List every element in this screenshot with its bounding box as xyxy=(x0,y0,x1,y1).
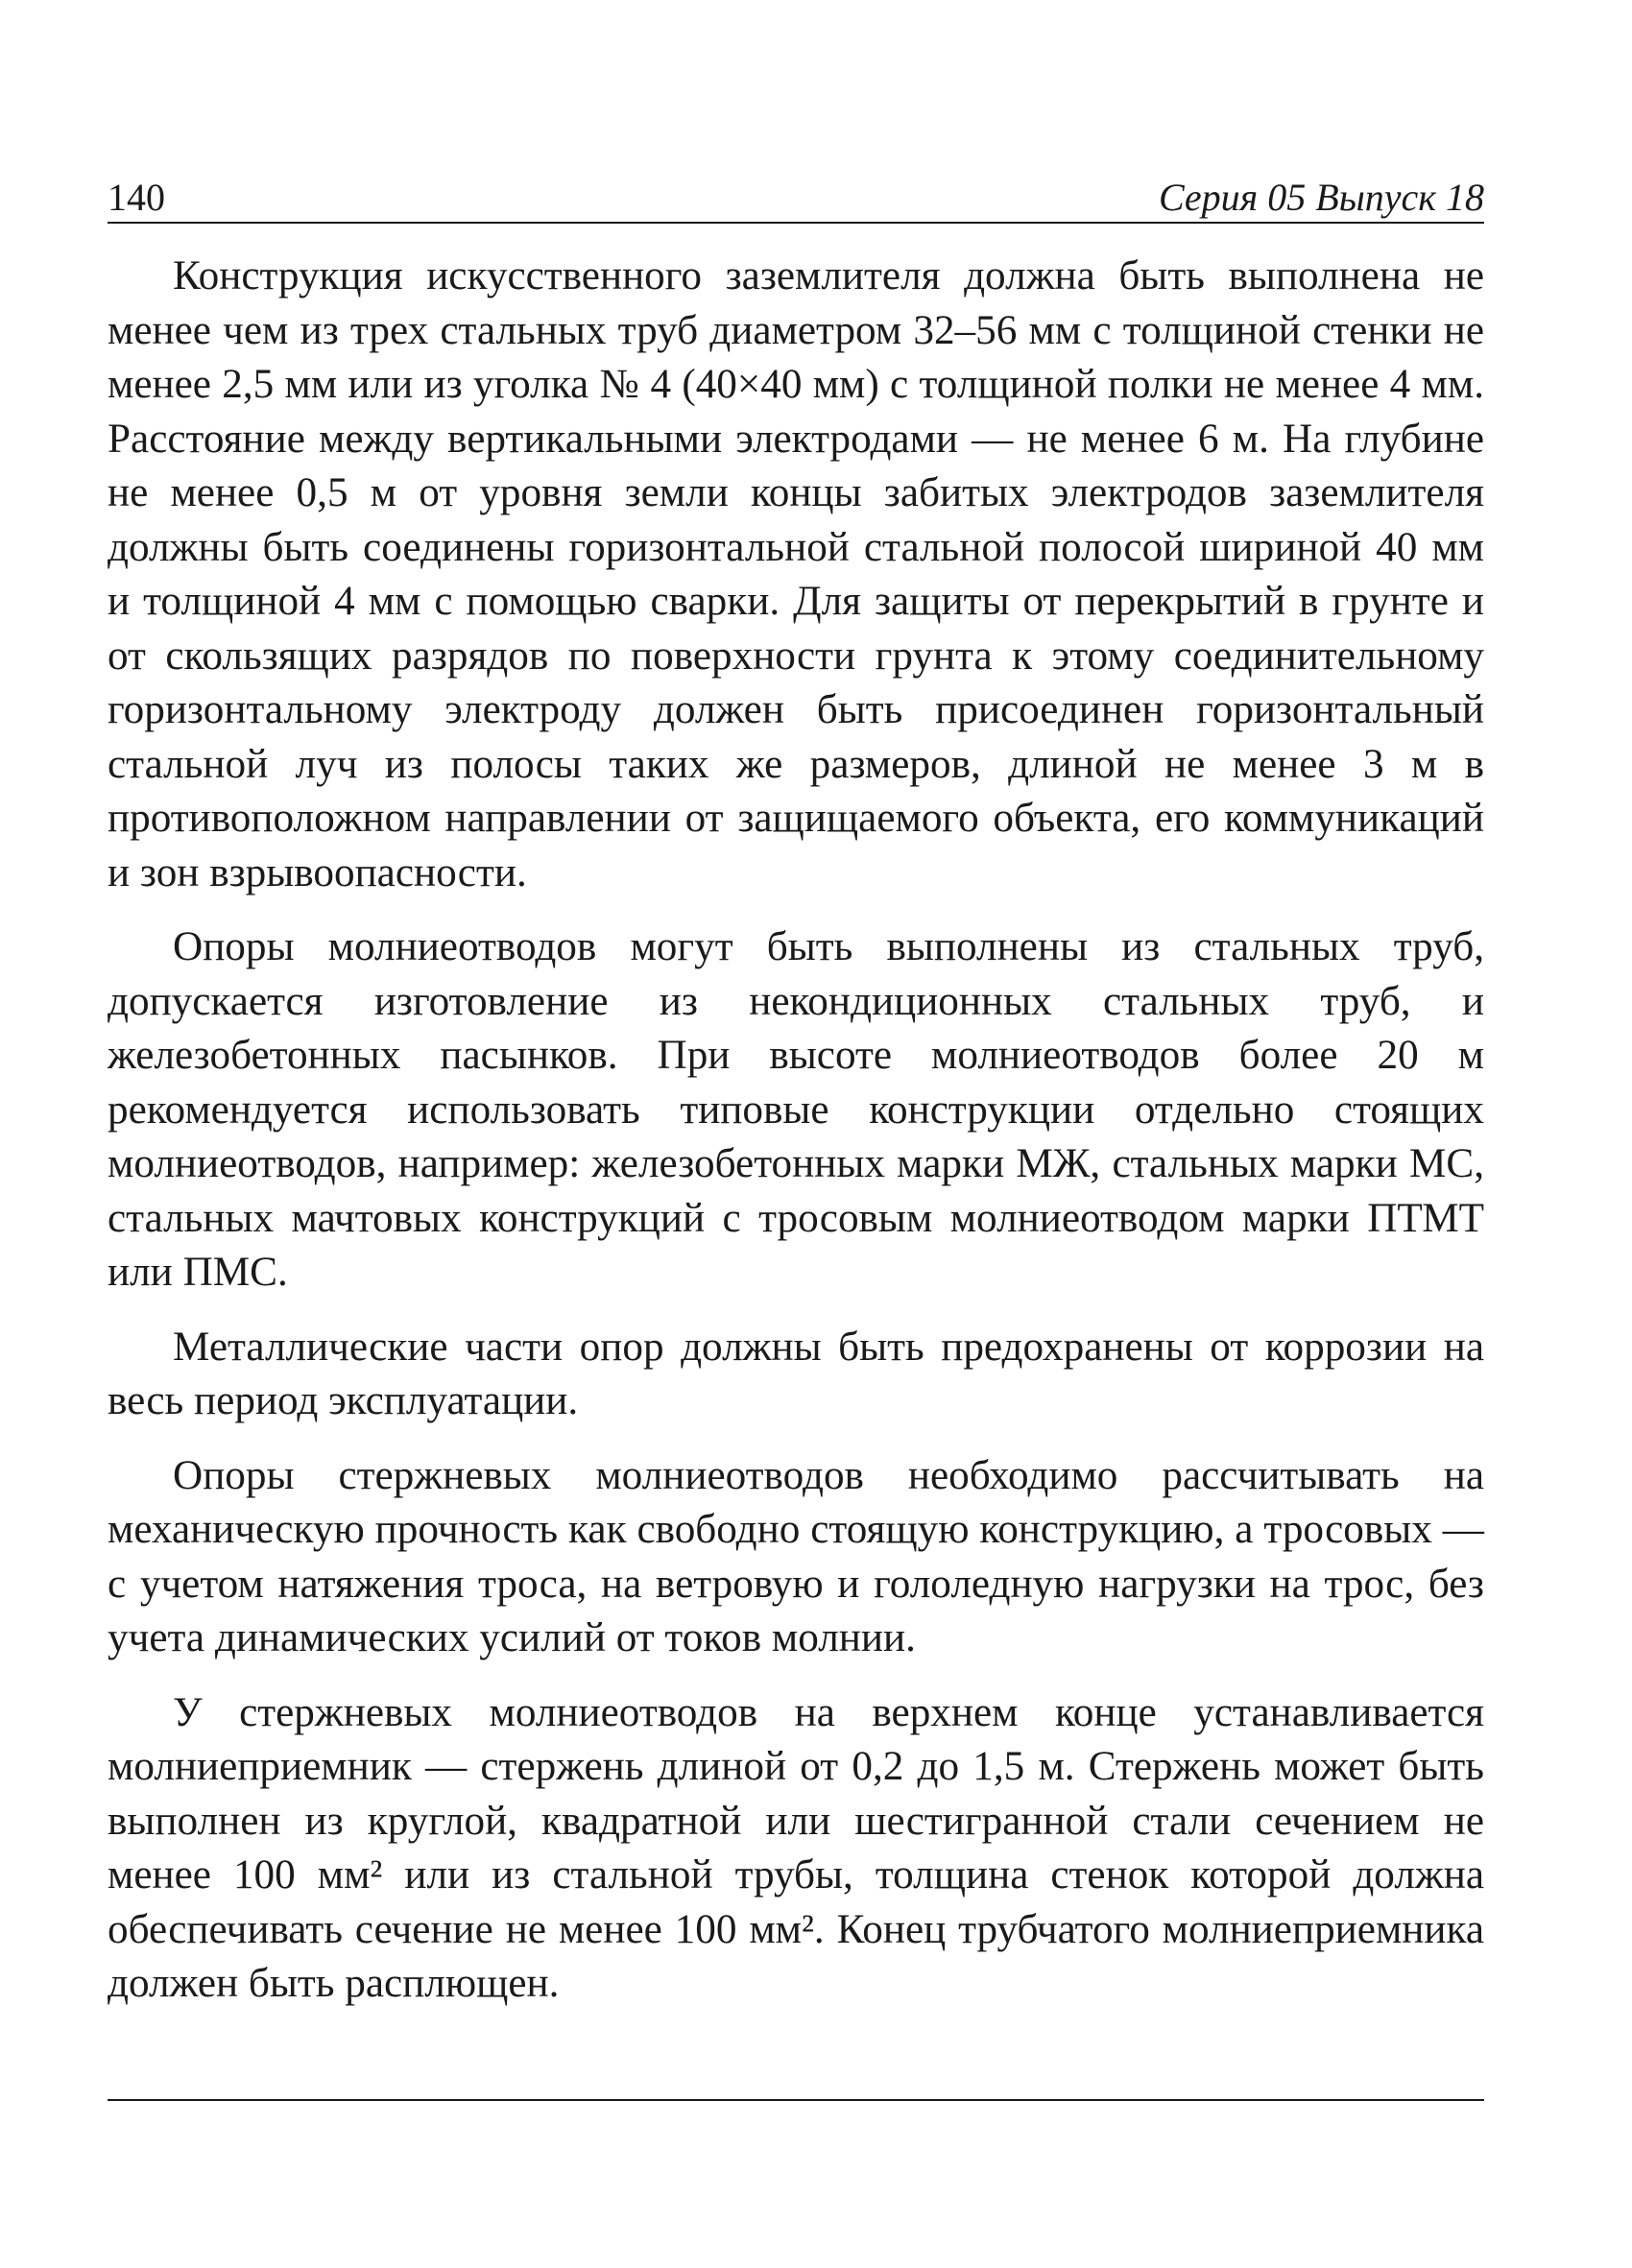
paragraph-mechanical-strength: Опоры стержневых молниеотводов необходимо рассчитывать на механическую прочность как свободно стоящую конструкцию, а тросовых — с учетом натяжения троса, на ветровую и гололедную нагрузки на трос, без учета динамических усилий от токов молнии. xyxy=(108,1452,1484,1660)
page-header xyxy=(108,171,1484,219)
header-rule xyxy=(108,222,1484,224)
bottom-rule xyxy=(108,2099,1484,2101)
paragraph-air-terminal: У стержневых молниеотводов на верхнем конце устанавливается молниеприемник — стержень длиной от 0,2 до 1,5 м. Стержень может быть выполнен из круглой, квадратной или шестигранной стали сечением не менее 100 мм² или из стальной трубы, толщина стенок которой должна обеспечивать сечение не менее 100 мм². Конец трубчатого молниеприемника должен быть расплющен. xyxy=(108,1689,1484,2006)
page-number: 140 xyxy=(108,176,165,219)
running-title: Серия 05 Выпуск 18 xyxy=(1158,176,1484,219)
paragraph-lightning-rod-supports: Опоры молниеотводов могут быть выполнены из стальных труб, допускается изготовление из некондиционных стальных труб, и железобетонных пасынков. При высоте молниеотводов более 20 м рекомендуется использовать типовые конструкции отдельно стоящих молниеотводов, например: железобетонных марки МЖ, стальных марки МС, стальных мачтовых конструкций с тросовым молниеотводом марки ПТМТ или ПМС. xyxy=(108,924,1484,1295)
paragraph-corrosion-protection: Металлические части опор должны быть предохранены от коррозии на весь период эксплуатации. xyxy=(108,1324,1484,1423)
body-text xyxy=(108,250,1484,2032)
paragraph-artificial-earthing: Конструкция искусственного заземлителя должна быть выполнена не менее чем из трех стальных труб диаметром 32–56 мм с толщиной стенки не менее 2,5 мм или из уголка № 4 (40×40 мм) с толщиной полки не менее 4 мм. Расстояние между вертикальными электродами — не менее 6 м. На глубине не менее 0,5 м от уровня земли концы забитых электродов заземлителя должны быть соединены горизонтальной стальной полосой шириной 40 мм и толщиной 4 мм с помощью сварки. Для защиты от перекрытий в грунте и от скользящих разрядов по поверхности грунта к этому соединительному горизонтальному электроду должен быть присоединен горизонтальный стальной луч из полосы таких же размеров, длиной не менее 3 м в противоположном направлении от защищаемого объекта, его коммуникаций и зон взрывоопасности. xyxy=(108,253,1484,895)
